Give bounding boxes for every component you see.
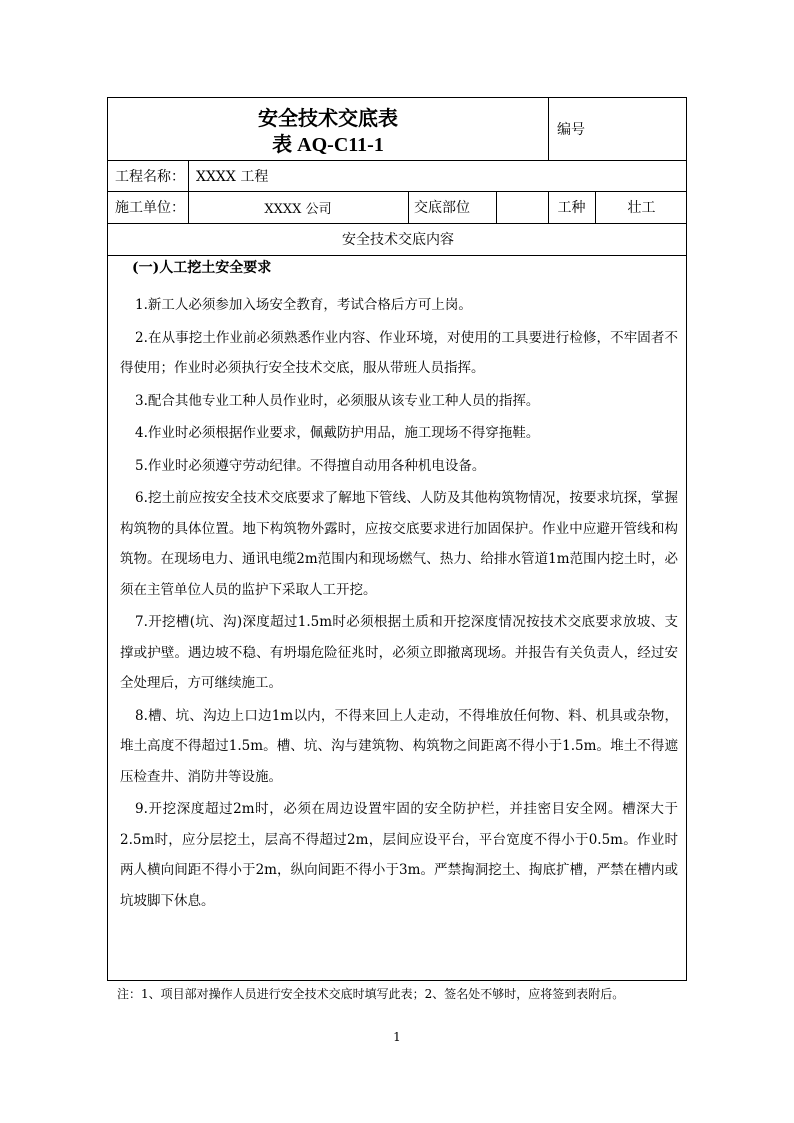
trade-value-cell bbox=[595, 191, 688, 223]
trade-value: 壮工 bbox=[627, 200, 656, 216]
number-label: 编号 bbox=[557, 122, 585, 138]
briefing-item-8: 8.槽、坑、沟边上口边1m以内，不得来回上人走动，不得堆放任何物、料、机具或杂物，堆土高度不得超过1.5m。槽、坑、沟与建筑物、构筑物之间距离不得小于1.5m。堆土不得遮压检查井、消防井等设施。 bbox=[120, 707, 678, 785]
location-value-cell bbox=[496, 191, 548, 223]
briefing-item-6: 6.挖土前应按安全技术交底要求了解地下管线、人防及其他构筑物情况，按要求坑探，掌握构筑物的具体位置。地下构筑物外露时，应按交底要求进行加固保护。作业中应避开管线和构筑物。在现场电力、通讯电缆2m范围内和现场燃气、热力、给排水管道1m范围内挖土时，必须在主管单位人员的监护下采取人工开挖。 bbox=[120, 490, 678, 598]
location-label: 交底部位 bbox=[414, 200, 470, 216]
section-title: (一)人工挖土安全要求 bbox=[132, 260, 272, 276]
briefing-item-5: 5.作业时必须遵守劳动纪律。不得擅自动用各种机电设备。 bbox=[135, 457, 486, 474]
safety-briefing-form bbox=[107, 97, 687, 981]
form-title: 安全技术交底表 bbox=[258, 108, 398, 130]
project-label-cell bbox=[108, 160, 188, 191]
unit-label-cell bbox=[108, 191, 188, 223]
number-cell bbox=[548, 98, 688, 160]
briefing-item-2: 2.在从事挖土作业前必须熟悉作业内容、作业环境，对使用的工具要进行检修，不牢固者不得使用；作业时必须执行安全技术交底，服从带班人员指挥。 bbox=[120, 329, 678, 376]
trade-label-cell bbox=[548, 191, 595, 223]
page-number: 1 bbox=[393, 1030, 401, 1044]
unit-label: 施工单位： bbox=[115, 200, 185, 216]
briefing-item-1: 1.新工人必须参加入场安全教育，考试合格后方可上岗。 bbox=[135, 297, 472, 313]
unit-value: XXXX 公司 bbox=[264, 201, 332, 217]
project-value: XXXX 工程 bbox=[196, 168, 269, 185]
briefing-item-4: 4.作业时必须根据作业要求，佩戴防护用品，施工现场不得穿拖鞋。 bbox=[135, 425, 540, 441]
project-label: 工程名称： bbox=[115, 168, 185, 185]
row-divider-content-heading bbox=[108, 255, 686, 256]
briefing-item-7: 7.开挖槽(坑、沟)深度超过1.5m时必须根据土质和开挖深度情况按技术交底要求放坡、支撑或护壁。遇边坡不稳、有坍塌危险征兆时，必须立即撤离现场。并报告有关负责人，经过安全处理后，方可继续施工。 bbox=[120, 614, 678, 691]
project-value-cell bbox=[188, 160, 688, 191]
briefing-item-9: 9.开挖深度超过2m时，必须在周边设置牢固的安全防护栏，并挂密目安全网。槽深大于2.5m时，应分层挖土，层高不得超过2m，层间应设平台，平台宽度不得小于0.5m。作业时两人横向间距不得小于2m，纵向间距不得小于3m。严禁掏洞挖土、掏底扩槽，严禁在槽内或坑坡脚下休息。 bbox=[120, 801, 678, 909]
content-heading: 安全技术交底内容 bbox=[342, 232, 454, 248]
form-code: 表 AQ-C11-1 bbox=[272, 134, 384, 156]
unit-value-cell bbox=[188, 191, 408, 223]
location-label-cell bbox=[408, 191, 496, 223]
footnote: 注：1、项目部对操作人员进行安全技术交底时填写此表；2、签名处不够时，应将签到表附后。 bbox=[117, 987, 625, 1001]
trade-label: 工种 bbox=[557, 200, 586, 216]
briefing-content bbox=[108, 258, 686, 916]
content-heading-cell bbox=[108, 223, 688, 255]
briefing-item-3: 3.配合其他专业工种人员作业时，必须服从该专业工种人员的指挥。 bbox=[135, 392, 540, 409]
